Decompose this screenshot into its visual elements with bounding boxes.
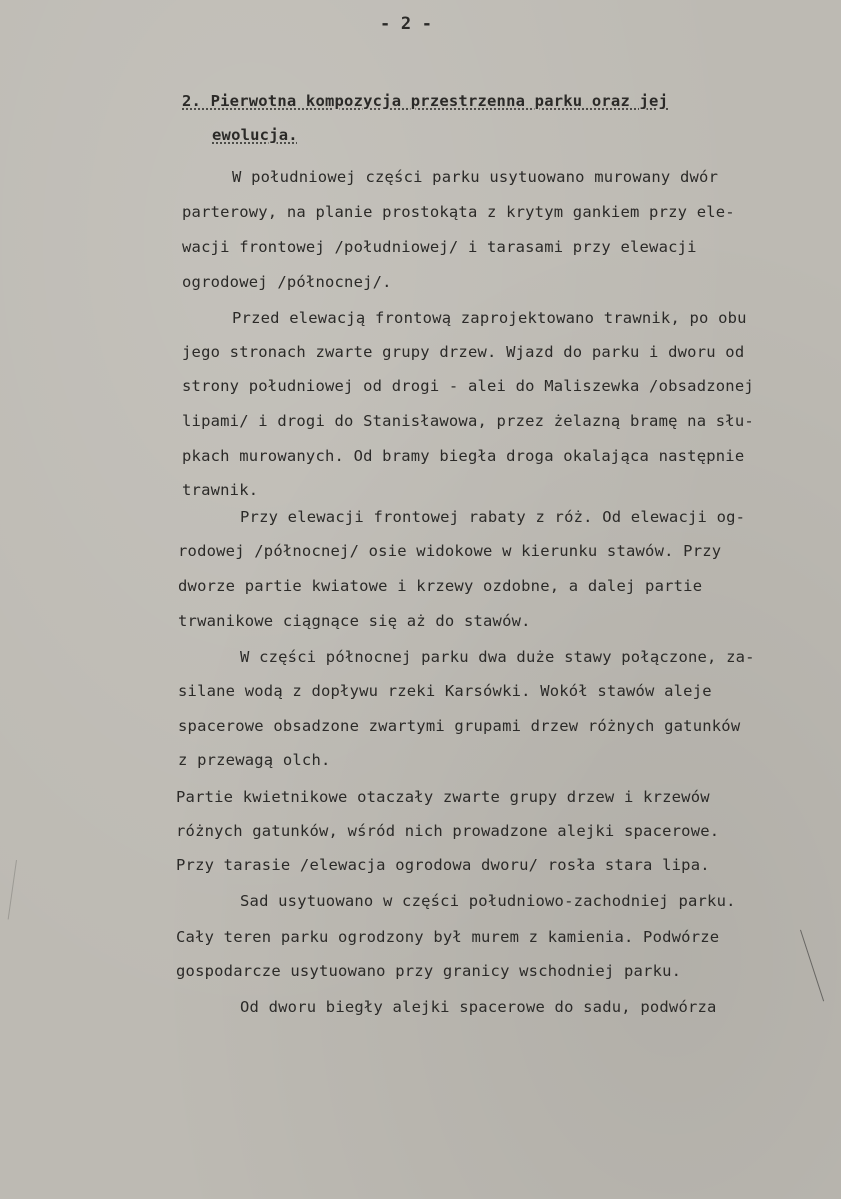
- text-line: Przy elewacji frontowej rabaty z róż. Od elewacji og-: [240, 508, 746, 526]
- text-line: ogrodowej /północnej/.: [182, 273, 392, 291]
- text-line: strony południowej od drogi - alei do Maliszewka /obsadzonej: [182, 377, 754, 395]
- text-line: z przewagą olch.: [178, 751, 331, 769]
- text-line: rodowej /północnej/ osie widokowe w kierunku stawów. Przy: [178, 542, 722, 560]
- text-line: lipami/ i drogi do Stanisławowa, przez żelazną bramę na słu-: [182, 412, 754, 430]
- text-line: trawnik.: [182, 481, 259, 499]
- paper-scratch: [8, 860, 17, 920]
- text-line: W południowej części parku usytuowano murowany dwór: [232, 168, 719, 186]
- text-line: parterowy, na planie prostokąta z krytym gankiem przy ele-: [182, 203, 735, 221]
- page-number: - 2 -: [380, 14, 433, 34]
- text-line: Od dworu biegły alejki spacerowe do sadu, podwórza: [240, 998, 717, 1016]
- section-heading-line-1: 2. Pierwotna kompozycja przestrzenna parku oraz jej: [182, 92, 669, 110]
- text-line: Przy tarasie /elewacja ogrodowa dworu/ rosła stara lipa.: [176, 856, 710, 874]
- text-line: gospodarcze usytuowano przy granicy wschodniej parku.: [176, 962, 682, 980]
- text-line: dworze partie kwiatowe i krzewy ozdobne, a dalej partie: [178, 577, 703, 595]
- section-heading-line-2: ewolucja.: [212, 126, 298, 144]
- text-line: silane wodą z dopływu rzeki Karsówki. Wokół stawów aleje: [178, 682, 712, 700]
- text-line: wacji frontowej /południowej/ i tarasami przy elewacji: [182, 238, 697, 256]
- text-line: trwanikowe ciągnące się aż do stawów.: [178, 612, 531, 630]
- text-line: jego stronach zwarte grupy drzew. Wjazd do parku i dworu od: [182, 343, 745, 361]
- text-line: Sad usytuowano w części południowo-zachodniej parku.: [240, 892, 736, 910]
- text-line: spacerowe obsadzone zwartymi grupami drzew różnych gatunków: [178, 717, 741, 735]
- text-line: pkach murowanych. Od bramy biegła droga okalająca następnie: [182, 447, 745, 465]
- text-line: Przed elewacją frontową zaprojektowano trawnik, po obu: [232, 309, 747, 327]
- text-line: Cały teren parku ogrodzony był murem z kamienia. Podwórze: [176, 928, 720, 946]
- text-line: różnych gatunków, wśród nich prowadzone alejki spacerowe.: [176, 822, 720, 840]
- text-line: Partie kwietnikowe otaczały zwarte grupy drzew i krzewów: [176, 788, 710, 806]
- paper-scratch: [800, 930, 824, 1002]
- text-line: W części północnej parku dwa duże stawy połączone, za-: [240, 648, 755, 666]
